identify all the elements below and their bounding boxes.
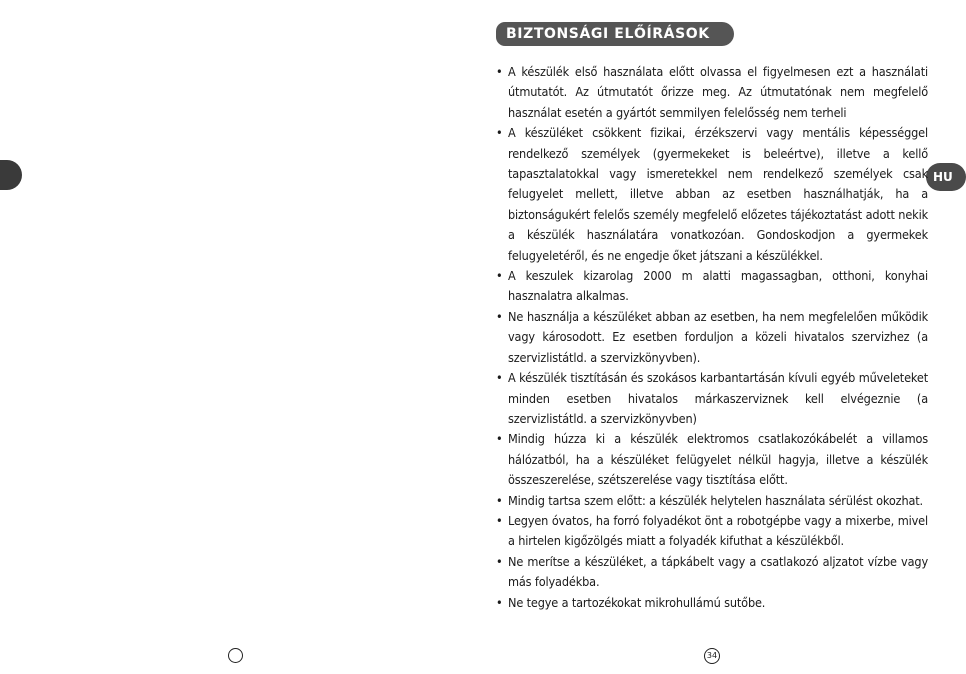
page-number: 34: [704, 648, 720, 664]
safety-rules-section: [496, 62, 928, 613]
list-item: • Mindig tartsa szem előtt: a készülék helytelen használata sérülést okozhat.: [496, 491, 928, 511]
section-title: BIZTONSÁGI ELŐÍRÁSOK: [496, 22, 734, 46]
list-item: • Mindig húzza ki a készülék elektromos csatlakozókábelét a villamos hálózatból, ha a készüléket felügyelet nélkül hagyja, illetve a készülék összeszerelése, szétszerelése vagy tisztítása előtt.: [496, 429, 928, 490]
list-item: • Legyen óvatos, ha forró folyadékot önt a robotgépbe vagy a mixerbe, mivel a hirtelen kigőzölgés miatt a folyadék kifuthat a készülékből.: [496, 511, 928, 552]
left-page-tab: [0, 160, 22, 190]
list-item: • A készüléket csökkent fizikai, érzékszervi vagy mentális képességgel rendelkező személyek (gyermekeket is beleértve), illetve a kellő tapasztalatokkal vagy ismeretekkel nem rendelkező személyek csak felugyelet mellett, illetve abban az esetben használhatják, ha a biztonságukért felelős személy megfelelő előzetes tájékoztatást adott nekik a készülék használatára vonatkozóan. Gondoskodjon a gyermekek felugyeletéről, és ne engedje őket játszani a készülékkel.: [496, 123, 928, 266]
list-item: • Ne tegye a tartozékokat mikrohullámú sutőbe.: [496, 593, 928, 613]
list-item: • A készülék tisztításán és szokásos karbantartásán kívuli egyéb műveleteket minden esetben hivatalos márkaszerviznek kell elvégeznie (a szervizlistátld. a szervizkönyvben): [496, 368, 928, 429]
list-item: • Ne merítse a készüléket, a tápkábelt vagy a csatlakozó aljzatot vízbe vagy más folyadékba.: [496, 552, 928, 593]
left-page-number-circle: [228, 648, 243, 663]
language-tab: HU: [926, 163, 966, 191]
list-item: • A készülék első használata előtt olvassa el figyelmesen ezt a használati útmutatót. Az útmutatót őrizze meg. Az útmutatónak nem megfelelő használat esetén a gyártót semmilyen felelősség nem terheli: [496, 62, 928, 123]
safety-rules-list: [496, 62, 928, 613]
list-item: • A keszulek kizarolag 2000 m alatti magassagban, otthoni, konyhai hasznalatra alkalmas.: [496, 266, 928, 307]
list-item: • Ne használja a készüléket abban az esetben, ha nem megfelelően működik vagy károsodott. Ez esetben forduljon a közeli hivatalos szervizhez (a szervizlistátld. a szervizkönyvben).: [496, 307, 928, 368]
